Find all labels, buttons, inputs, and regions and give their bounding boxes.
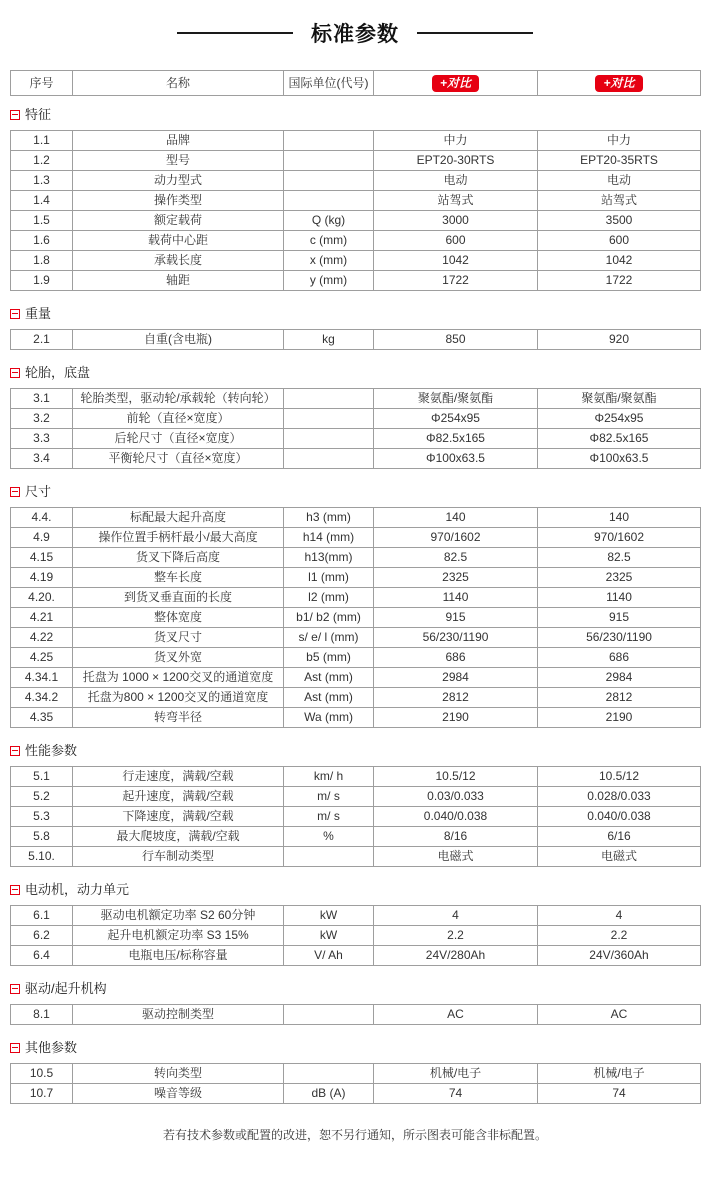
row-no: 3.4 bbox=[11, 449, 73, 469]
spec-table bbox=[10, 388, 701, 469]
title-rule-right bbox=[417, 32, 533, 34]
row-value-2: 2325 bbox=[538, 568, 701, 588]
row-unit: s/ e/ l (mm) bbox=[284, 628, 374, 648]
spec-table bbox=[10, 329, 701, 350]
row-value-2: 聚氨酯/聚氨酯 bbox=[538, 389, 701, 409]
table-row bbox=[11, 946, 701, 966]
row-name: 驱动控制类型 bbox=[73, 1005, 284, 1025]
row-value-1: Φ82.5x165 bbox=[374, 429, 538, 449]
row-name: 托盘为800 × 1200交叉的通道宽度 bbox=[73, 688, 284, 708]
spec-table bbox=[10, 905, 701, 966]
row-no: 4.15 bbox=[11, 548, 73, 568]
row-value-2: 920 bbox=[538, 330, 701, 350]
row-no: 3.2 bbox=[11, 409, 73, 429]
section-title bbox=[10, 744, 700, 758]
table-row bbox=[11, 389, 701, 409]
section-label: 其他参数 bbox=[25, 1040, 78, 1055]
row-value-2: 机械/电子 bbox=[538, 1064, 701, 1084]
row-unit: % bbox=[284, 827, 374, 847]
row-no: 3.1 bbox=[11, 389, 73, 409]
row-name: 托盘为 1000 × 1200交叉的通道宽度 bbox=[73, 668, 284, 688]
header-col-2: 名称 bbox=[73, 71, 284, 96]
row-value-1: 970/1602 bbox=[374, 528, 538, 548]
row-name: 自重(含电瓶) bbox=[73, 330, 284, 350]
table-row bbox=[11, 807, 701, 827]
row-value-1: 2812 bbox=[374, 688, 538, 708]
table-row bbox=[11, 528, 701, 548]
row-name: 整体宽度 bbox=[73, 608, 284, 628]
table-row bbox=[11, 1064, 701, 1084]
row-name: 后轮尺寸（直径×宽度） bbox=[73, 429, 284, 449]
row-name: 整车长度 bbox=[73, 568, 284, 588]
row-no: 3.3 bbox=[11, 429, 73, 449]
row-value-1: 686 bbox=[374, 648, 538, 668]
header-col-1: 序号 bbox=[11, 71, 73, 96]
row-no: 1.2 bbox=[11, 151, 73, 171]
section-title bbox=[10, 883, 700, 897]
header-col-3: 国际单位(代号) bbox=[284, 71, 374, 96]
row-no: 4.19 bbox=[11, 568, 73, 588]
row-no: 4.25 bbox=[11, 648, 73, 668]
row-no: 4.22 bbox=[11, 628, 73, 648]
row-unit bbox=[284, 1005, 374, 1025]
row-value-1: 850 bbox=[374, 330, 538, 350]
row-value-2: 3500 bbox=[538, 211, 701, 231]
row-name: 噪音等级 bbox=[73, 1084, 284, 1104]
table-row bbox=[11, 1084, 701, 1104]
row-name: 驱动电机额定功率 S2 60分钟 bbox=[73, 906, 284, 926]
row-name: 转弯半径 bbox=[73, 708, 284, 728]
section-title bbox=[10, 307, 700, 321]
row-name: 标配最大起升高度 bbox=[73, 508, 284, 528]
spec-table bbox=[10, 1063, 701, 1104]
row-value-1: 56/230/1190 bbox=[374, 628, 538, 648]
row-no: 4.34.1 bbox=[11, 668, 73, 688]
row-value-1: 0.03/0.033 bbox=[374, 787, 538, 807]
row-unit: b1/ b2 (mm) bbox=[284, 608, 374, 628]
row-unit: c (mm) bbox=[284, 231, 374, 251]
row-no: 1.4 bbox=[11, 191, 73, 211]
row-value-1: 2.2 bbox=[374, 926, 538, 946]
row-unit bbox=[284, 449, 374, 469]
row-unit: V/ Ah bbox=[284, 946, 374, 966]
row-no: 1.5 bbox=[11, 211, 73, 231]
row-value-2: 686 bbox=[538, 648, 701, 668]
row-value-1: 74 bbox=[374, 1084, 538, 1104]
row-value-2: Φ254x95 bbox=[538, 409, 701, 429]
row-value-1: 915 bbox=[374, 608, 538, 628]
table-row bbox=[11, 926, 701, 946]
row-value-1: Φ254x95 bbox=[374, 409, 538, 429]
row-name: 下降速度，满载/空载 bbox=[73, 807, 284, 827]
row-value-2: 74 bbox=[538, 1084, 701, 1104]
row-unit: kW bbox=[284, 906, 374, 926]
row-name: 货叉下降后高度 bbox=[73, 548, 284, 568]
table-row bbox=[11, 906, 701, 926]
row-unit: l2 (mm) bbox=[284, 588, 374, 608]
row-value-1: 聚氨酯/聚氨酯 bbox=[374, 389, 538, 409]
table-row bbox=[11, 508, 701, 528]
row-name: 型号 bbox=[73, 151, 284, 171]
compare-cell-1 bbox=[374, 71, 538, 96]
row-unit bbox=[284, 151, 374, 171]
row-name: 额定载荷 bbox=[73, 211, 284, 231]
section-title bbox=[10, 1041, 700, 1055]
row-no: 10.7 bbox=[11, 1084, 73, 1104]
row-no: 5.3 bbox=[11, 807, 73, 827]
row-unit bbox=[284, 389, 374, 409]
row-unit: h14 (mm) bbox=[284, 528, 374, 548]
row-name: 操作位置手柄杆最小/最大高度 bbox=[73, 528, 284, 548]
section-title bbox=[10, 982, 700, 996]
header-row-tr bbox=[11, 71, 701, 96]
row-value-2: 1140 bbox=[538, 588, 701, 608]
row-value-2: 6/16 bbox=[538, 827, 701, 847]
section-label: 轮胎，底盘 bbox=[25, 365, 91, 380]
row-no: 4.20. bbox=[11, 588, 73, 608]
row-name: 转向类型 bbox=[73, 1064, 284, 1084]
row-no: 5.8 bbox=[11, 827, 73, 847]
collapse-icon[interactable] bbox=[10, 746, 20, 756]
row-unit bbox=[284, 429, 374, 449]
row-value-1: 82.5 bbox=[374, 548, 538, 568]
table-row bbox=[11, 271, 701, 291]
section-title bbox=[10, 108, 700, 122]
row-value-1: 1140 bbox=[374, 588, 538, 608]
sections-container bbox=[10, 108, 700, 1104]
row-unit bbox=[284, 847, 374, 867]
table-row bbox=[11, 847, 701, 867]
row-value-1: 2325 bbox=[374, 568, 538, 588]
table-row bbox=[11, 330, 701, 350]
row-name: 行走速度，满载/空载 bbox=[73, 767, 284, 787]
row-unit bbox=[284, 191, 374, 211]
row-no: 1.9 bbox=[11, 271, 73, 291]
row-value-2: 24V/360Ah bbox=[538, 946, 701, 966]
row-value-1: 2984 bbox=[374, 668, 538, 688]
row-value-2: 2.2 bbox=[538, 926, 701, 946]
row-no: 10.5 bbox=[11, 1064, 73, 1084]
spec-table bbox=[10, 766, 701, 867]
row-value-2: AC bbox=[538, 1005, 701, 1025]
row-value-2: Φ82.5x165 bbox=[538, 429, 701, 449]
row-no: 5.2 bbox=[11, 787, 73, 807]
row-no: 6.4 bbox=[11, 946, 73, 966]
row-value-1: 8/16 bbox=[374, 827, 538, 847]
table-row bbox=[11, 1005, 701, 1025]
row-value-2: 4 bbox=[538, 906, 701, 926]
section-title bbox=[10, 485, 700, 499]
row-value-2: 10.5/12 bbox=[538, 767, 701, 787]
table-row bbox=[11, 688, 701, 708]
section-label: 特征 bbox=[25, 107, 52, 122]
section-label: 性能参数 bbox=[25, 743, 78, 758]
table-row bbox=[11, 668, 701, 688]
table-row bbox=[11, 608, 701, 628]
row-no: 1.6 bbox=[11, 231, 73, 251]
row-no: 4.35 bbox=[11, 708, 73, 728]
compare-cell-2 bbox=[538, 71, 701, 96]
row-value-2: 82.5 bbox=[538, 548, 701, 568]
row-unit: y (mm) bbox=[284, 271, 374, 291]
table-row bbox=[11, 251, 701, 271]
row-value-2: 140 bbox=[538, 508, 701, 528]
page-title-block bbox=[10, 20, 700, 46]
section-title bbox=[10, 366, 700, 380]
table-row bbox=[11, 191, 701, 211]
section-label: 驱动/起升机构 bbox=[25, 981, 107, 996]
row-unit: m/ s bbox=[284, 787, 374, 807]
row-value-2: 站驾式 bbox=[538, 191, 701, 211]
row-value-2: 915 bbox=[538, 608, 701, 628]
table-row bbox=[11, 827, 701, 847]
row-name: 货叉外宽 bbox=[73, 648, 284, 668]
row-unit: km/ h bbox=[284, 767, 374, 787]
table-row bbox=[11, 628, 701, 648]
row-unit: Ast (mm) bbox=[284, 688, 374, 708]
row-value-2: 1042 bbox=[538, 251, 701, 271]
row-value-1: 600 bbox=[374, 231, 538, 251]
row-name: 轮胎类型，驱动轮/承载轮（转向轮） bbox=[73, 389, 284, 409]
collapse-icon[interactable] bbox=[10, 1043, 20, 1053]
row-value-1: AC bbox=[374, 1005, 538, 1025]
collapse-icon[interactable] bbox=[10, 984, 20, 994]
compare-button-2[interactable]: +对比 bbox=[595, 75, 642, 92]
table-row bbox=[11, 708, 701, 728]
row-value-2: Φ100x63.5 bbox=[538, 449, 701, 469]
row-no: 1.3 bbox=[11, 171, 73, 191]
row-value-2: 1722 bbox=[538, 271, 701, 291]
row-name: 前轮（直径×宽度） bbox=[73, 409, 284, 429]
row-name: 操作类型 bbox=[73, 191, 284, 211]
row-name: 轴距 bbox=[73, 271, 284, 291]
footer-note: 若有技术参数或配置的改进，恕不另行通知，所示图表可能含非标配置。 bbox=[162, 1128, 547, 1142]
row-value-1: 24V/280Ah bbox=[374, 946, 538, 966]
section-label: 尺寸 bbox=[25, 484, 52, 499]
table-row bbox=[11, 171, 701, 191]
row-name: 电瓶电压/标称容量 bbox=[73, 946, 284, 966]
row-unit bbox=[284, 131, 374, 151]
row-unit: Wa (mm) bbox=[284, 708, 374, 728]
table-row bbox=[11, 449, 701, 469]
row-value-1: Φ100x63.5 bbox=[374, 449, 538, 469]
table-row bbox=[11, 151, 701, 171]
section-label: 电动机，动力单元 bbox=[25, 882, 130, 897]
row-name: 行车制动类型 bbox=[73, 847, 284, 867]
collapse-icon[interactable] bbox=[10, 368, 20, 378]
collapse-icon[interactable] bbox=[10, 110, 20, 120]
table-row bbox=[11, 548, 701, 568]
spec-table bbox=[10, 130, 701, 291]
collapse-icon[interactable] bbox=[10, 487, 20, 497]
row-name: 到货叉垂直面的长度 bbox=[73, 588, 284, 608]
row-name: 货叉尺寸 bbox=[73, 628, 284, 648]
row-value-2: 0.028/0.033 bbox=[538, 787, 701, 807]
row-value-2: 2190 bbox=[538, 708, 701, 728]
table-row bbox=[11, 429, 701, 449]
row-value-1: 1722 bbox=[374, 271, 538, 291]
row-no: 8.1 bbox=[11, 1005, 73, 1025]
table-row bbox=[11, 409, 701, 429]
row-no: 4.21 bbox=[11, 608, 73, 628]
row-name: 起升速度，满载/空载 bbox=[73, 787, 284, 807]
row-no: 5.1 bbox=[11, 767, 73, 787]
row-no: 1.1 bbox=[11, 131, 73, 151]
row-unit: b5 (mm) bbox=[284, 648, 374, 668]
row-value-2: 0.040/0.038 bbox=[538, 807, 701, 827]
table-row bbox=[11, 648, 701, 668]
table-row bbox=[11, 211, 701, 231]
row-unit: Ast (mm) bbox=[284, 668, 374, 688]
spec-table bbox=[10, 507, 701, 728]
row-name: 品牌 bbox=[73, 131, 284, 151]
row-name: 最大爬坡度，满载/空载 bbox=[73, 827, 284, 847]
row-unit: h13(mm) bbox=[284, 548, 374, 568]
row-unit: m/ s bbox=[284, 807, 374, 827]
row-value-1: 1042 bbox=[374, 251, 538, 271]
row-name: 载荷中心距 bbox=[73, 231, 284, 251]
row-value-1: 中力 bbox=[374, 131, 538, 151]
row-value-2: EPT20-35RTS bbox=[538, 151, 701, 171]
row-unit: dB (A) bbox=[284, 1084, 374, 1104]
spec-page bbox=[10, 0, 700, 1143]
row-name: 平衡轮尺寸（直径×宽度） bbox=[73, 449, 284, 469]
compare-button-1[interactable]: +对比 bbox=[432, 75, 479, 92]
row-value-1: 站驾式 bbox=[374, 191, 538, 211]
row-value-1: 电磁式 bbox=[374, 847, 538, 867]
row-value-1: 电动 bbox=[374, 171, 538, 191]
row-value-1: 10.5/12 bbox=[374, 767, 538, 787]
row-value-2: 电动 bbox=[538, 171, 701, 191]
row-no: 4.9 bbox=[11, 528, 73, 548]
row-unit bbox=[284, 171, 374, 191]
row-value-2: 2812 bbox=[538, 688, 701, 708]
table-row bbox=[11, 231, 701, 251]
row-no: 6.1 bbox=[11, 906, 73, 926]
table-row bbox=[11, 787, 701, 807]
table-row bbox=[11, 568, 701, 588]
row-value-2: 电磁式 bbox=[538, 847, 701, 867]
row-value-2: 中力 bbox=[538, 131, 701, 151]
row-value-1: 机械/电子 bbox=[374, 1064, 538, 1084]
row-name: 动力型式 bbox=[73, 171, 284, 191]
header-row bbox=[11, 71, 701, 96]
row-unit bbox=[284, 409, 374, 429]
table-row bbox=[11, 131, 701, 151]
row-no: 4.34.2 bbox=[11, 688, 73, 708]
row-no: 2.1 bbox=[11, 330, 73, 350]
row-unit: x (mm) bbox=[284, 251, 374, 271]
row-unit: l1 (mm) bbox=[284, 568, 374, 588]
spec-table bbox=[10, 1004, 701, 1025]
row-value-1: 4 bbox=[374, 906, 538, 926]
row-value-1: 2190 bbox=[374, 708, 538, 728]
header-table bbox=[10, 70, 701, 96]
row-name: 起升电机额定功率 S3 15% bbox=[73, 926, 284, 946]
row-value-2: 2984 bbox=[538, 668, 701, 688]
row-no: 4.4. bbox=[11, 508, 73, 528]
row-no: 1.8 bbox=[11, 251, 73, 271]
row-value-1: EPT20-30RTS bbox=[374, 151, 538, 171]
row-value-1: 0.040/0.038 bbox=[374, 807, 538, 827]
row-value-1: 3000 bbox=[374, 211, 538, 231]
table-row bbox=[11, 588, 701, 608]
row-value-2: 56/230/1190 bbox=[538, 628, 701, 648]
row-unit: kW bbox=[284, 926, 374, 946]
row-unit bbox=[284, 1064, 374, 1084]
collapse-icon[interactable] bbox=[10, 885, 20, 895]
row-unit: Q (kg) bbox=[284, 211, 374, 231]
row-unit: kg bbox=[284, 330, 374, 350]
collapse-icon[interactable] bbox=[10, 309, 20, 319]
title-rule-left bbox=[177, 32, 293, 34]
section-label: 重量 bbox=[25, 306, 52, 321]
row-value-2: 970/1602 bbox=[538, 528, 701, 548]
row-no: 6.2 bbox=[11, 926, 73, 946]
row-name: 承载长度 bbox=[73, 251, 284, 271]
row-no: 5.10. bbox=[11, 847, 73, 867]
row-value-1: 140 bbox=[374, 508, 538, 528]
row-unit: h3 (mm) bbox=[284, 508, 374, 528]
table-row bbox=[11, 767, 701, 787]
page-title: 标准参数 bbox=[311, 23, 399, 46]
row-value-2: 600 bbox=[538, 231, 701, 251]
